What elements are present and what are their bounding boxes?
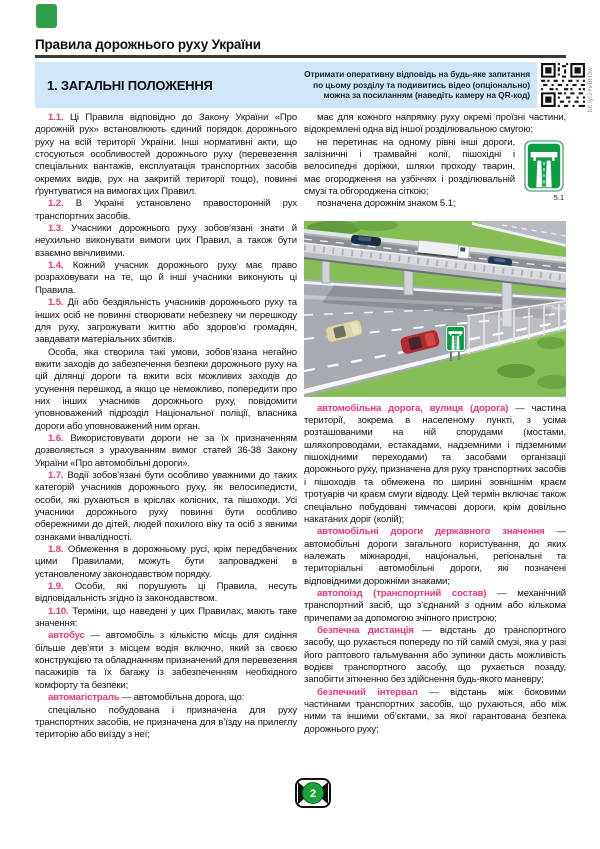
section-header-band [35,62,537,108]
qr-note-line-3: можна за посиланням (наведіть камеру на QR-код) [323,90,530,101]
page-number: 2 [302,782,324,804]
term-avtopoizd: автопоїзд (транспортний состав) — механічний транспортний засіб, що з’єднаний з одним або кількома причепами за допомогою зчіпного пристрою; [304,587,566,624]
paragraph-1-8: 1.8. Обмеження в дорожньому русі, крім передбачених цими Правилами, можуть бути запроваджені в установленому законодавством порядку. [35,544,297,580]
chapter-tab [36,4,57,28]
paragraph-1-9: 1.9. Особи, які порушують ці Правила, несуть відповідальність згідно із законодавством. [35,581,297,605]
term-bezpechnyi-interval: безпечний інтервал — відстань між боковими частинами транспортних засобів, що рухаються, або між ними та іншими об’єктами, за якої гарантована безпека дорожнього руху; [304,686,566,735]
term-bezpechna-dystantsiia: безпечна дистанція — відстань до транспортного засобу, що рухається попереду по тій самій смузі, яка у разі його раптового гальмування або зупинки дасть можливість водієві транспортного засобу, що рухається позаду, запобігти зіткненню без здійснення будь-якого маневру; [304,624,566,686]
paragraph-1-2: 1.2. В Україні установлено правосторонній рух транспортних засобів. [35,198,297,222]
paragraph-1-7: 1.7. Водії зобов’язані бути особливо уважними до таких категорій учасників дорожнього руху, як велосипедисти, особи, які рухаються в кріслах колісних, та пішоходи. Усі учасники дорожнього руху повинні бути особливо обережними до дітей, людей похилого віку та осіб з явними ознаками інвалідності. [35,469,297,543]
paragraph-1-5: 1.5. Дії або бездіяльність учасників дорожнього руху та інших осіб не повинні створювати небезпеку чи перешкоду для руху, загрожувати життю або здоров’ю громадян, завдавати матеріальних збитків. [35,297,297,346]
paragraph-1-10: 1.10. Терміни, що наведені у цих Правилах, мають таке значення: [35,605,297,630]
paragraph-marked-sign: позначена дорожнім знаком 5.1; [317,198,456,210]
highway-overpass-illustration [304,221,566,397]
qr-code-icon [540,62,586,108]
qr-note-line-2: по цьому розділу та подивитись відео (опціонально) [313,79,530,90]
book-header-title: Правила дорожнього руху України [35,37,261,52]
paragraph-1-3: 1.3. Учасники дорожнього руху зобов’язані знати й неухильно виконувати вимоги цих Правил, а також бути взаємно ввічливими. [35,223,297,259]
term-avtobus: автобус — автомобіль з кількістю місць для сидіння більше дев’яти з місцем водія включно, який за своєю конструкцією та обладнанням призначений для перевезення пасажирів та їх багажу із забезпеченням необхідного комфорту та безпеки; [35,630,297,691]
column-right [304,112,566,736]
column-left [35,112,297,742]
page-number-badge [295,778,331,808]
road-sign-5-1 [522,140,566,202]
motorway-sign-icon [524,140,564,192]
paragraph-1-6: 1.6. Використовувати дороги не за їх призначенням дозволяється з урахуванням вимог статей 36-38 Закону України «Про автомобільні дороги». [35,432,297,469]
paragraph-no-crossings: не перетинає на одному рівні інші дороги, залізничні і трамвайні колії, пішохідні і велосипедні доріжки, шляхи проходу тварин, має огородження на узбіччях і розділювальній смузі та обгороджена сіткою; [304,136,515,198]
term-dorohy-derzhavnoho-znachennia: автомобільні дороги державного значення — автомобільні дороги загального користування, до яких належать міжнародні, національні, регіональні та територіальні автомобільні дороги, які позначені відповідними дорожніми знаками; [304,526,566,587]
term-avtomagistral: автомагістраль — автомобільна дорога, що: [48,692,245,704]
header-rule [35,55,566,58]
qr-link-text: bit.ly/2YeBH3w [587,67,594,112]
qr-note-text [304,69,537,102]
road-sign-caption: 5.1 [553,192,564,202]
paragraph-1-4: 1.4. Кожний учасник дорожнього руху має право розраховувати на те, що й інші учасники виконують ці Правила. [35,260,297,296]
section-title: 1. ЗАГАЛЬНІ ПОЛОЖЕННЯ [47,77,213,93]
paragraph-1-5-cont: Особа, яка створила такі умови, зобов’язана негайно вжити заходів до забезпечення безпеки дорожнього руху на цій ділянці дороги та вжити всіх можливих заходів до усунення перешкод, а якщо це неможливо, попередити про них інших учасників дорожнього руху, повідомити уповноважений підрозділ Національної поліції, власника дороги або уповноважений ним орган. [35,346,297,432]
paragraph-1-1: 1.1. Ці Правила відповідно до Закону України «Про дорожній рух» встановлюють єдиний порядок дорожнього руху на всій території України. Інші нормативні акти, що стосуються особливостей дорожнього руху (перевезення спеціальних вантажів, експлуатація транспортних засобів окремих видів, рух на закритій території тощо), повинні ґрунтуватися на вимогах цих Правил. [35,112,298,198]
term-avtomobilna-doroha: автомобільна дорога, вулиця (дорога) — частина території, зокрема в населеному пункті, з усіма розташованими на ній спорудами (мостами, шляхопроводами, естакадами, надземними і підземними пішохідними переходами) та засобами організації дорожнього руху, призначена для руху транспортних засобів і пішоходів та обмежена по ширині зовнішнім краєм тротуарів чи краєм смуги відводу. Цей термін включає також спеціально побудовані тимчасові дороги, крім довільно накатаних доріг (колій); [304,402,566,525]
qr-note-line-1: Отримати оперативну відповідь на будь-яке запитання [304,68,530,79]
paragraph-carriageways: має для кожного напрямку руху окремі проїзні частини, відокремлені одна від іншої розділювальною смугою; [304,112,566,136]
term-avtomagistral-cont: спеціально побудована і призначена для руху транспортних засобів, не призначена для в’їзду на прилеглу територію або виїзду з неї; [35,704,297,741]
